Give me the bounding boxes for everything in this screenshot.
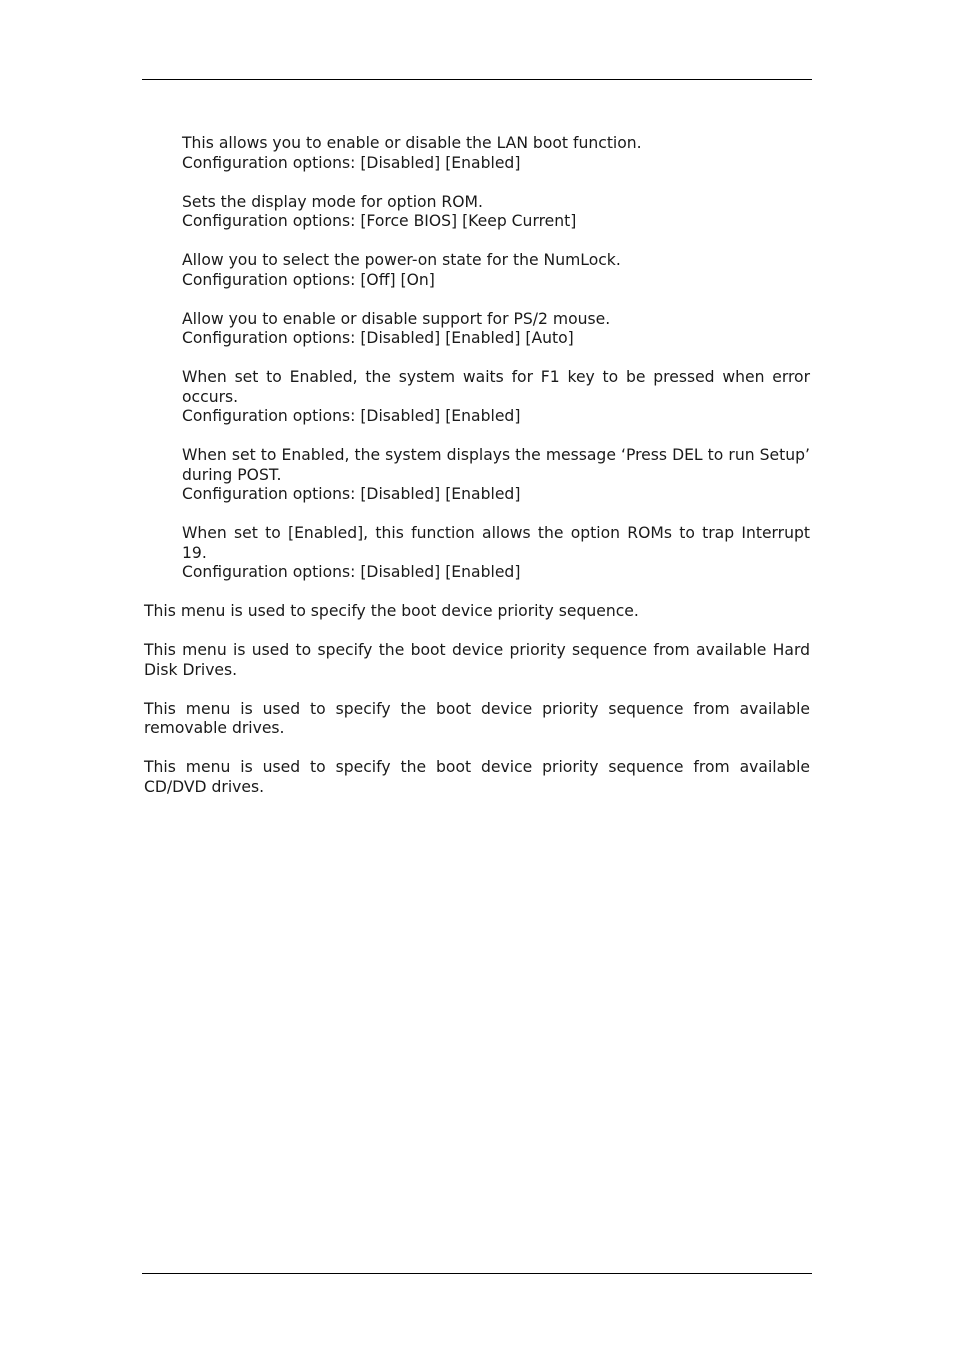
setting-numlock: [0, 251, 954, 290]
setting-options: Configuration options: [Force BIOS] [Keep Current]: [182, 212, 577, 230]
setting-options: Configuration options: [Disabled] [Enabled]: [182, 153, 521, 172]
setting-options: Configuration options: [Off] [On]: [182, 270, 435, 289]
header-rule: [142, 79, 812, 80]
setting-description: Allow you to select the power-on state for the NumLock.: [182, 251, 621, 269]
setting-options: Configuration options: [Disabled] [Enabled]: [182, 485, 521, 503]
setting-ps2-mouse: [0, 310, 954, 349]
setting-options: Configuration options: [Disabled] [Enabled]: [182, 407, 521, 425]
setting-description: When set to Enabled, the system waits for F1 key to be pressed when error occurs.: [182, 368, 810, 406]
setting-description: This allows you to enable or disable the LAN boot function.: [182, 134, 642, 152]
setting-wait-for-f1: [0, 368, 954, 427]
setting-description: Allow you to enable or disable support for PS/2 mouse.: [182, 309, 611, 328]
setting-description: When set to [Enabled], this function allows the option ROMs to trap Interrupt 19.: [182, 524, 810, 562]
menu-boot-device-priority: This menu is used to specify the boot device priority sequence.: [144, 602, 639, 620]
menu-hard-disk-drives: This menu is used to specify the boot device priority sequence from available Hard Disk Drives.: [144, 641, 810, 679]
setting-options: Configuration options: [Disabled] [Enabled] [Auto]: [182, 329, 574, 347]
setting-description: Sets the display mode for option ROM.: [182, 192, 483, 211]
setting-lan-boot: [0, 134, 954, 173]
page-content: [0, 134, 954, 797]
setting-options: Configuration options: [Disabled] [Enabled]: [182, 563, 521, 581]
setting-description: When set to Enabled, the system displays the message ‘Press DEL to run Setup’ during POST.: [182, 446, 810, 484]
setting-option-rom-display: [0, 193, 954, 232]
menu-removable-drives: This menu is used to specify the boot device priority sequence from available removable drives.: [144, 699, 810, 737]
setting-interrupt-19: [0, 524, 954, 583]
footer-rule: [142, 1273, 812, 1274]
menu-cd-dvd-drives: This menu is used to specify the boot device priority sequence from available CD/DVD drives.: [144, 758, 810, 796]
setting-hit-del-message: [0, 446, 954, 505]
